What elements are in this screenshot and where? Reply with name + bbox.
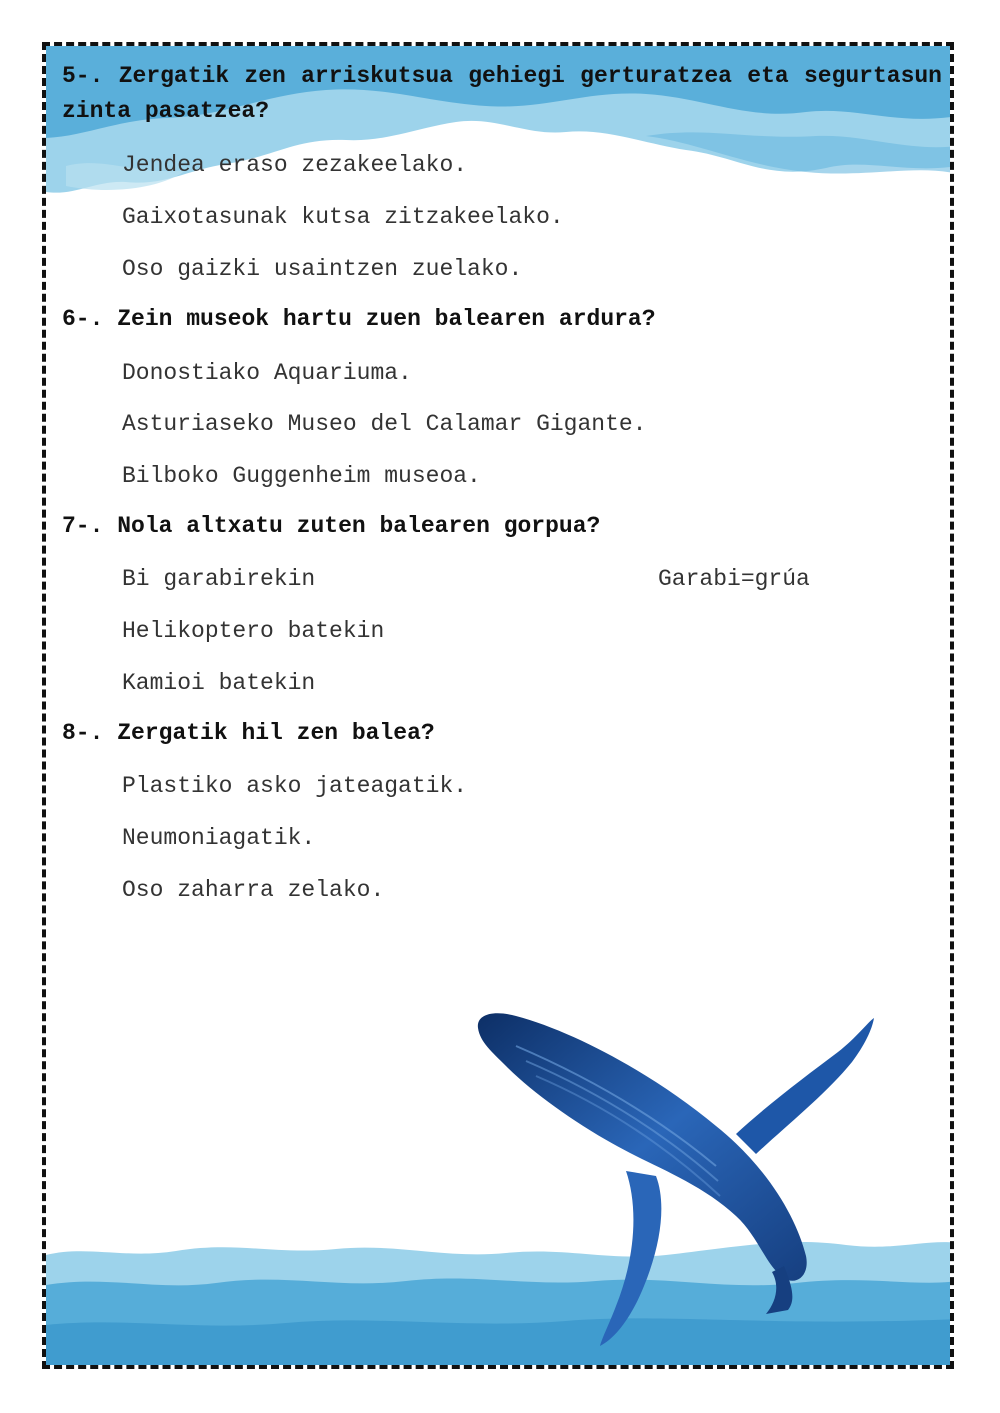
- q7-option-3[interactable]: Kamioi batekin: [122, 670, 316, 696]
- question-8-number: 8-.: [62, 720, 104, 746]
- q8-option-3[interactable]: Oso zaharra zelako.: [122, 877, 385, 903]
- q7-option-2[interactable]: Helikoptero batekin: [122, 618, 385, 644]
- question-7-number: 7-.: [62, 513, 104, 539]
- worksheet-frame: [42, 42, 954, 1369]
- question-5: [62, 59, 942, 129]
- question-6: [62, 302, 942, 337]
- question-8: [62, 716, 942, 751]
- question-6-number: 6-.: [62, 306, 104, 332]
- q7-vocab-note: Garabi=grúa: [658, 566, 810, 592]
- question-7: [62, 509, 942, 544]
- q5-option-2[interactable]: Gaixotasunak kutsa zitzakeelako.: [122, 204, 564, 230]
- q7-option-1[interactable]: Bi garabirekin: [122, 566, 316, 592]
- q8-option-2[interactable]: Neumoniagatik.: [122, 825, 316, 851]
- question-7-text: Nola altxatu zuten balearen gorpua?: [117, 513, 601, 539]
- q6-option-3[interactable]: Bilboko Guggenheim museoa.: [122, 463, 481, 489]
- question-6-text: Zein museok hartu zuen balearen ardura?: [117, 306, 656, 332]
- question-5-text: Zergatik zen arriskutsua gehiegi gerturatzea eta segurtasun zinta pasatzea?: [62, 63, 942, 124]
- q8-option-1[interactable]: Plastiko asko jateagatik.: [122, 773, 468, 799]
- humpback-whale-icon: [466, 966, 886, 1356]
- q5-option-3[interactable]: Oso gaizki usaintzen zuelako.: [122, 256, 523, 282]
- q6-option-2[interactable]: Asturiaseko Museo del Calamar Gigante.: [122, 411, 647, 437]
- question-5-number: 5-.: [62, 63, 104, 89]
- question-8-text: Zergatik hil zen balea?: [117, 720, 435, 746]
- q5-option-1[interactable]: Jendea eraso zezakeelako.: [122, 152, 468, 178]
- q6-option-1[interactable]: Donostiako Aquariuma.: [122, 360, 412, 386]
